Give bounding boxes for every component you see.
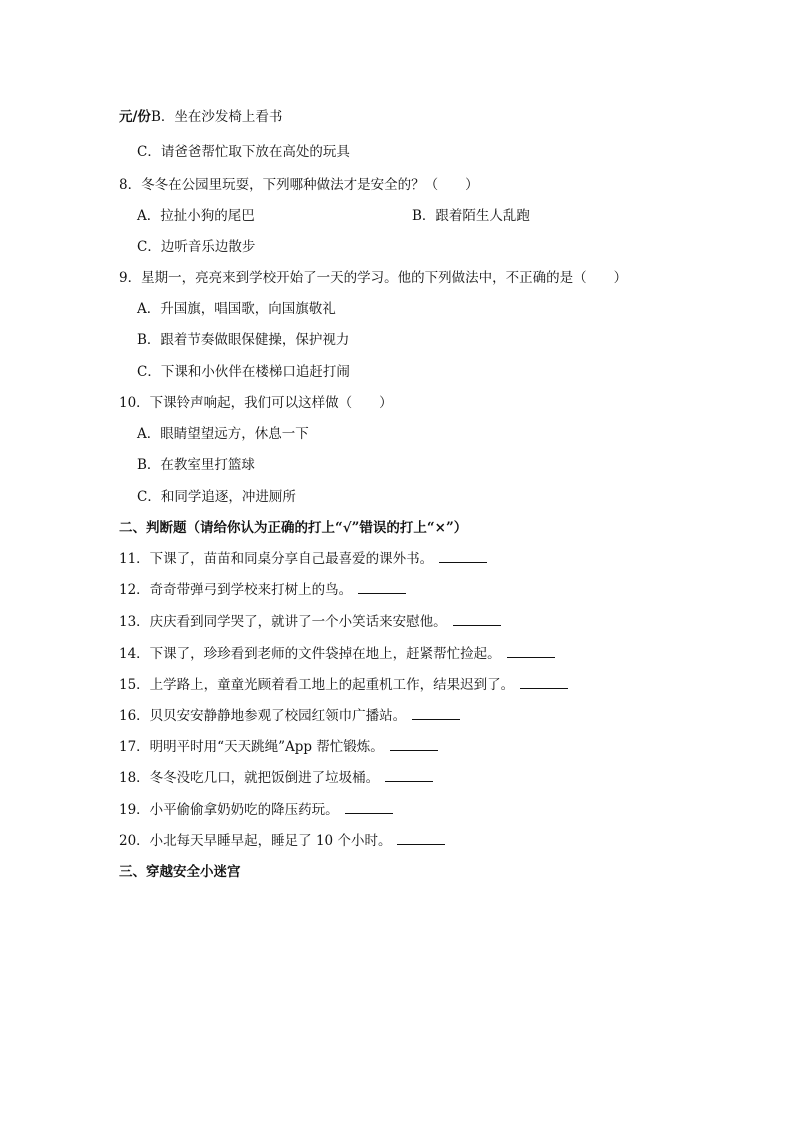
- q7-option-c: C．请爸爸帮忙取下放在高处的玩具: [137, 144, 350, 160]
- judgment-item: 17．明明平时用“天天跳绳”App 帮忙锻炼。: [119, 738, 438, 756]
- answer-blank[interactable]: [345, 801, 393, 814]
- section2-title: 二、判断题（请给你认为正确的打上“√”错误的打上“×”）: [119, 520, 468, 536]
- q8-option-c: C．边听音乐边散步: [137, 239, 256, 255]
- answer-blank[interactable]: [412, 707, 460, 720]
- judgment-item: 15．上学路上，童童光顾着看工地上的起重机工作，结果迟到了。: [119, 676, 568, 694]
- q9-stem: 9．星期一，亮亮来到学校开始了一天的学习。他的下列做法中，不正确的是（ ）: [119, 270, 628, 286]
- q10-option-a: A．眼睛望望远方，休息一下: [137, 426, 309, 442]
- judgment-item: 16．贝贝安安静静地参观了校园红领巾广播站。: [119, 707, 460, 725]
- q7-continuation-line: [119, 108, 282, 126]
- answer-blank[interactable]: [358, 581, 406, 594]
- judgment-item: 19．小平偷偷拿奶奶吃的降压药玩。: [119, 801, 393, 819]
- judgment-item: 20．小北每天早睡早起，睡足了 10 个小时。: [119, 832, 445, 850]
- q9-option-a: A．升国旗，唱国歌，向国旗敬礼: [137, 301, 336, 317]
- q10-option-b: B．在教室里打篮球: [137, 457, 255, 473]
- q8-option-a: A．拉扯小狗的尾巴: [137, 208, 255, 224]
- answer-blank[interactable]: [520, 676, 568, 689]
- judgment-item: 14．下课了，珍珍看到老师的文件袋掉在地上，赶紧帮忙捡起。: [119, 645, 555, 663]
- judgment-item: 18．冬冬没吃几口，就把饭倒进了垃圾桶。: [119, 769, 433, 787]
- q10-option-c: C．和同学追逐，冲进厕所: [137, 489, 296, 505]
- answer-blank[interactable]: [390, 738, 438, 751]
- header-fragment: 元/份: [119, 109, 151, 125]
- answer-blank[interactable]: [397, 832, 445, 845]
- answer-blank[interactable]: [439, 550, 487, 563]
- q9-option-b: B．跟着节奏做眼保健操，保护视力: [137, 332, 350, 348]
- q10-stem: 10．下课铃声响起，我们可以这样做（ ）: [119, 395, 393, 411]
- q7-option-b: B．坐在沙发椅上看书: [150, 109, 283, 125]
- q8-stem: 8．冬冬在公园里玩耍，下列哪种做法才是安全的？（ ）: [119, 177, 479, 193]
- q9-option-c: C．下课和小伙伴在楼梯口追赶打闹: [137, 364, 350, 380]
- answer-blank[interactable]: [385, 769, 433, 782]
- judgment-item: 11．下课了，苗苗和同桌分享自己最喜爱的课外书。: [119, 550, 487, 568]
- answer-blank[interactable]: [453, 613, 501, 626]
- answer-blank[interactable]: [507, 645, 555, 658]
- judgment-item: 12．奇奇带弹弓到学校来打树上的鸟。: [119, 581, 406, 599]
- section3-title: 三、穿越安全小迷宫: [119, 864, 241, 880]
- judgment-item: 13．庆庆看到同学哭了，就讲了一个小笑话来安慰他。: [119, 613, 501, 631]
- q8-option-b: B．跟着陌生人乱跑: [412, 208, 530, 224]
